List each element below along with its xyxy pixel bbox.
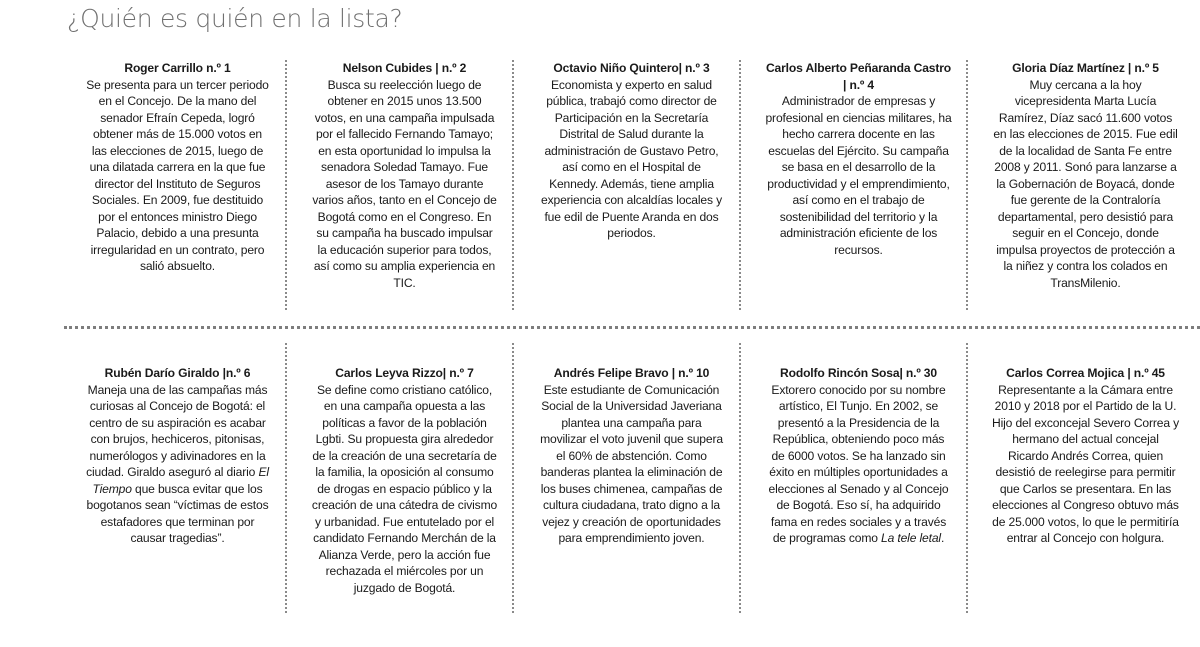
candidate-name: Carlos Alberto Peñaranda Castro | n.º 4 (765, 61, 952, 92)
candidate-bio: Se define como cristiano católico, en una campaña opuesta a las políticas a favor de la población Lgbti. Su propuesta gira alrededor de la creación de una secretaría de la familia, la oposición al consumo de drogas en espacio público y la creación de una cátedra de civismo y urbanidad. Fue entutelado por el candidato Fernando Merchán de la Alianza Verde, pero la acción fue rechazada el miércoles por un juzgado de Bogotá. (311, 382, 498, 595)
candidate-name: Rodolfo Rincón Sosa| n.º 30 (780, 366, 937, 380)
candidate-name: Octavio Niño Quintero| n.º 3 (553, 61, 710, 75)
candidate-bio: Economista y experto en salud pública, trabajó como director de Participación en la Secretaría Distrital de Salud durante la administración de Gustavo Petro, así como en el Hospital de Kennedy. Además, tiene amplia experiencia con alcaldías locales y fue edil de Puente Aranda en dos periodos. (541, 77, 722, 240)
bio-text: Extorero conocido por su nombre artístico, El Tunjo. En 2002, se presentó a la Presidencia de la República, obteniendo poco más de 6000 votos. Se ha lanzado sin éxito en múltiples oportunidades a elecciones al Senado y al Concejo de Bogotá. Eso sí, ha adquirido fama en redes sociales y a través de programas como (768, 382, 949, 545)
candidate-name: Gloria Díaz Martínez | n.º 5 (1012, 61, 1159, 75)
candidate-card (972, 60, 1199, 291)
candidate-name: Rubén Darío Giraldo |n.º 6 (104, 366, 251, 380)
candidate-card (972, 365, 1199, 596)
candidate-card (64, 365, 291, 596)
bio-text: que busca evitar que los bogotanos sean “víctimas de estos estafadores que terminan por causar tragedias”. (86, 481, 269, 545)
candidate-card (518, 365, 745, 596)
candidate-name: Roger Carrillo n.º 1 (124, 61, 231, 75)
candidate-grid (64, 60, 1200, 630)
candidate-bio: Este estudiante de Comunicación Social de la Universidad Javeriana plantea una campaña para movilizar el voto juvenil que supera el 60% de abstención. Como banderas plantea la eliminación de los buses chimenea, campañas de cultura ciudadana, trato digno a la vejez y creación de oportunidades para emprendimiento joven. (540, 382, 723, 545)
page-title: ¿Quién es quién en la lista? (67, 4, 403, 33)
candidate-name: Nelson Cubides | n.º 2 (342, 61, 467, 75)
row-divider (64, 326, 1200, 329)
candidate-row-1 (64, 60, 1200, 291)
candidate-bio: Muy cercana a la hoy vicepresidenta Marta Lucía Ramírez, Díaz sacó 11.600 votos en las elecciones de 2015. Fue edil de la localidad de Santa Fe entre 2008 y 2011. Sonó para lanzarse a la Gobernación de Boyacá, donde fue gerente de la Contraloría departamental, pero desistió para seguir en el Concejo, donde impulsa proyectos de protección a la niñez y contra los colados en TransMilenio. (993, 77, 1178, 290)
candidate-card (518, 60, 745, 291)
candidate-bio (769, 383, 949, 546)
candidate-card (64, 60, 291, 291)
candidate-card (745, 60, 972, 291)
candidate-bio: Busca su reelección luego de obtener en 2015 unos 13.500 votos, en una campaña impulsada por el fallecido Fernando Tamayo; en esta oportunidad lo impulsa la senadora Soledad Tamayo. Fue asesor de los Tamayo durante varios años, tanto en el Concejo de Bogotá como en el Congreso. En su campaña ha buscado impulsar la educación superior para todos, así como su amplia experiencia en TIC. (312, 77, 497, 290)
candidate-bio: Administrador de empresas y profesional en ciencias militares, ha hecho carrera docente en las escuelas del Ejército. Su campaña se basa en el desarrollo de la productividad y el emprendimiento, así como en el trabajo de sostenibilidad del territorio y la administración eficiente de los recursos. (765, 94, 952, 257)
candidate-name: Andrés Felipe Bravo | n.º 10 (553, 366, 710, 380)
candidate-name: Carlos Correa Mojica | n.º 45 (1006, 366, 1165, 380)
candidate-bio (86, 383, 269, 546)
bio-text: Maneja una de las campañas más curiosas al Concejo de Bogotá: el centro de su aspiración es acabar con brujos, hechiceros, pitonisas, numerólogos y adivinadores en la ciudad. Giraldo aseguró al diario (86, 382, 268, 479)
bio-text: . (940, 531, 945, 545)
candidate-card (745, 365, 972, 596)
candidate-bio: Se presenta para un tercer periodo en el Concejo. De la mano del senador Efraín Cepeda, logró obtener más de 15.000 votos en las elecciones de 2015, luego de una dilatada carrera en la que fue director del Instituto de Seguros Sociales. En 2009, fue destituido por el entonces ministro Diego Palacio, debido a una presunta irregularidad en un contrato, pero salió absuelto. (86, 77, 269, 273)
candidate-row-2 (64, 365, 1200, 596)
newspaper-title: El Tiempo (92, 465, 269, 496)
candidate-name: Carlos Leyva Rizzo| n.º 7 (335, 366, 474, 380)
candidate-card (291, 365, 518, 596)
candidate-card (291, 60, 518, 291)
program-title: La tele letal (881, 531, 941, 545)
candidate-bio: Representante a la Cámara entre 2010 y 2018 por el Partido de la U. Hijo del exconcejal Severo Correa y hermano del actual concejal Ricardo Andrés Correa, quien desistió de reelegirse para permitir que Carlos se presentara. En las elecciones al Congreso obtuvo más de 25.000 votos, lo que le permitiría entrar al Concejo con holgura. (992, 382, 1179, 545)
